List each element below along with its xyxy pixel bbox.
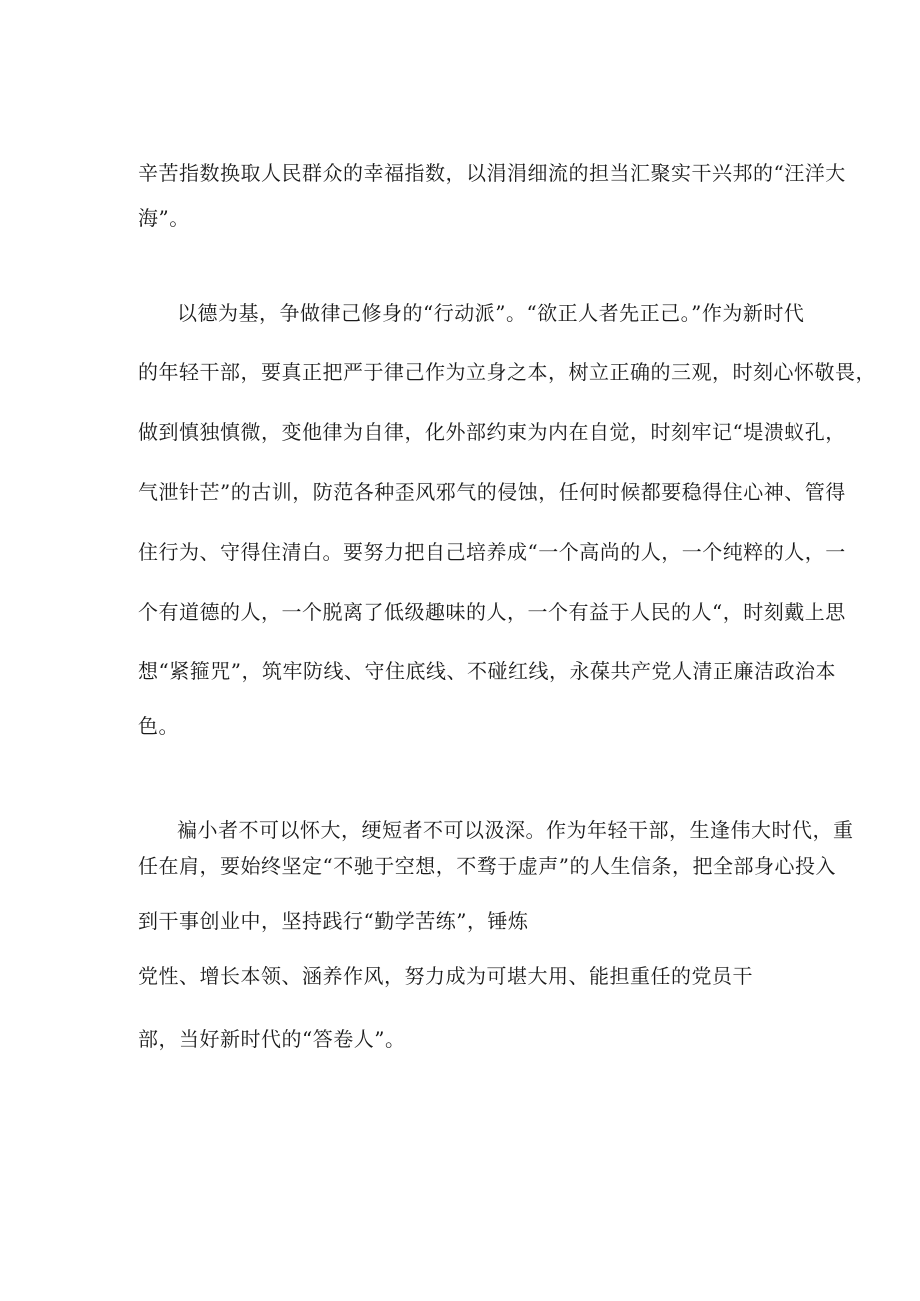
text-line: 辛苦指数换取人民群众的幸福指数，以涓涓细流的担当汇聚实干兴邦的“汪洋大: [138, 161, 846, 185]
text-line: 气泄针芒”的古训，防范各种歪风邪气的侵蚀，任何时候都要稳得住心神、管得: [138, 480, 846, 504]
text-line: 党性、增长本领、涵养作风，努力成为可堪大用、能担重任的党员干: [138, 964, 753, 988]
text-line: 到干事创业中，坚持践行“勤学苦练”，锤炼: [138, 909, 529, 933]
text-line: 做到慎独慎微，变他律为自律，化外部约束为内在自觉，时刻牢记“堤溃蚁孔，: [138, 420, 846, 444]
paragraph-start-line: 褊小者不可以怀大，绠短者不可以汲深。作为年轻干部，生逢伟大时代，重: [177, 818, 854, 842]
text-line: 的年轻干部，要真正把严于律己作为立身之本，树立正确的三观，时刻心怀敬畏，: [138, 360, 876, 384]
text-line: 色。: [138, 714, 179, 738]
text-line: 海”。: [138, 206, 190, 230]
text-line: 个有道德的人，一个脱离了低级趣味的人，一个有益于人民的人“，时刻戴上思: [138, 600, 846, 624]
text-line: 部，当好新时代的“答卷人”。: [138, 1027, 406, 1051]
text-line: 住行为、守得住清白。要努力把自己培养成“一个高尚的人，一个纯粹的人，一: [138, 540, 846, 564]
paragraph-start-line: 以德为基，争做律己修身的“行动派”。“欲正人者先正己。”作为新时代: [177, 301, 805, 325]
text-line: 任在肩，要始终坚定“不驰于空想，不骛于虚声”的人生信条，把全部身心投入: [138, 854, 836, 878]
text-line: 想“紧箍咒”，筑牢防线、守住底线、不碰红线，永葆共产党人清正廉洁政治本: [138, 659, 836, 683]
